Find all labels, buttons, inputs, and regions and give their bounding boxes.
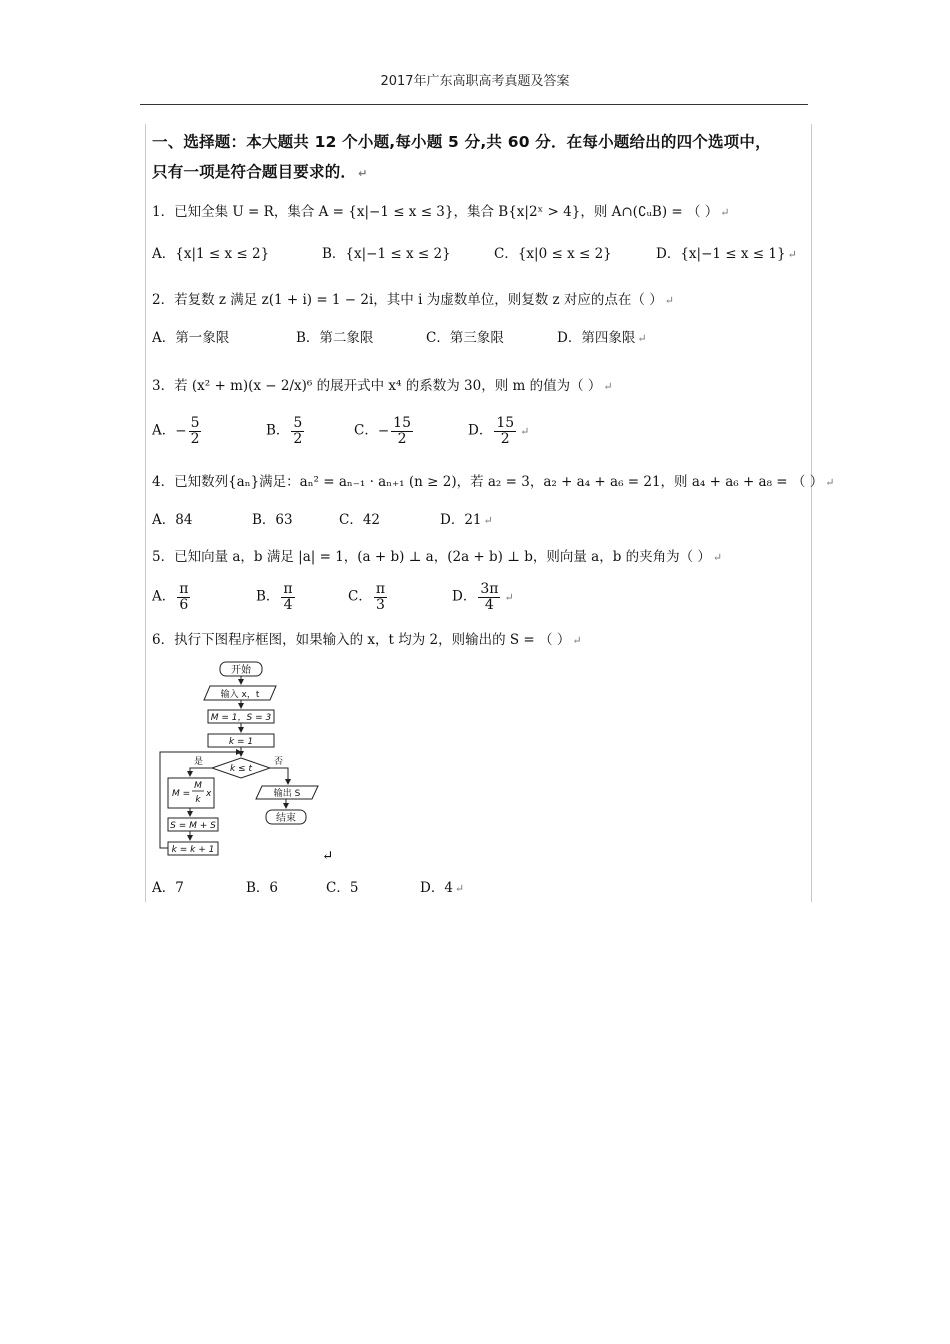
flow-end-label: 结束 xyxy=(276,813,296,824)
flow-input-label: 输入 x，t xyxy=(220,690,260,700)
q5-option-c: C． $\frac{\pi}{3}$ xyxy=(348,581,386,613)
header-rule xyxy=(140,104,808,105)
q3-option-d: D． $\frac{15}{2}$ ↵ xyxy=(468,415,530,447)
q3-option-b: B． $\frac{5}{2}$ xyxy=(266,415,303,447)
flow-start-label: 开始 xyxy=(231,665,251,676)
question-2: 2．若复数 z 满足 z(1 + i) = 1 − 2i，其中 i 为虚数单位，则复数 z 对应的点在（ ） ↵ xyxy=(152,292,674,308)
q5-option-b: B． $\frac{\pi}{4}$ xyxy=(256,581,293,613)
q6-option-c: C．5 xyxy=(326,880,359,896)
q4-option-c: C．42 xyxy=(339,512,381,528)
q4-option-b: B．63 xyxy=(252,512,293,528)
q3-option-c: C．− $\frac{15}{2}$ xyxy=(354,415,411,447)
q2-option-b: B．第二象限 xyxy=(296,330,374,346)
flow-m-den: k xyxy=(195,795,201,805)
q2-option-c: C．第三象限 xyxy=(426,330,504,346)
flow-no-label: 否 xyxy=(274,757,284,767)
q1-option-b: B．{x|−1 ≤ x ≤ 2} xyxy=(322,246,451,262)
section-heading-line2: 只有一项是符合题目要求的． ↵ xyxy=(152,163,368,181)
flow-m-rhs: x xyxy=(206,789,212,799)
q1-option-a: A．{x|1 ≤ x ≤ 2} xyxy=(152,246,270,262)
q2-option-a: A．第一象限 xyxy=(152,330,230,346)
question-6: 6．执行下图程序框图，如果输入的 x，t 均为 2，则输出的 S = （ ） ↵ xyxy=(152,632,582,648)
q4-option-a: A．84 xyxy=(152,512,193,528)
q3-option-a: A．− $\frac{5}{2}$ xyxy=(152,415,200,447)
q2-option-d: D．第四象限 ↵ xyxy=(557,330,647,346)
flow-m-lhs: M = xyxy=(172,789,191,799)
question-1: 1．已知全集 U = R，集合 A = {x|−1 ≤ x ≤ 3}，集合 B{x|2ˣ > 4}，则 A∩(∁ᵤB) = （ ） ↵ xyxy=(152,204,730,220)
flow-m-num: M xyxy=(194,781,202,791)
section-heading-line1: 一、选择题：本大题共 12 个小题,每小题 5 分,共 60 分．在每小题给出的四个选项中， xyxy=(152,133,771,151)
flow-decision-label: k ≤ t xyxy=(229,764,253,774)
flow-yes-label: 是 xyxy=(194,757,204,767)
q4-option-d: D．21 ↵ xyxy=(440,512,493,528)
flow-output-label: 输出 S xyxy=(273,789,301,799)
q5-option-a: A． $\frac{\pi}{6}$ xyxy=(152,581,189,613)
q5-option-d: D． $\frac{3\pi}{4}$ ↵ xyxy=(452,581,514,613)
flow-k-init-label: k = 1 xyxy=(228,737,254,747)
q1-option-d: D．{x|−1 ≤ x ≤ 1} ↵ xyxy=(656,246,797,262)
q6-option-d: D．4 ↵ xyxy=(420,880,465,896)
q6-option-a: A．7 xyxy=(152,880,184,896)
question-4: 4．已知数列{aₙ}满足：aₙ² = aₙ₋₁ · aₙ₊₁ (n ≥ 2)，若 a₂ = 3，a₂ + a₄ + a₆ = 21，则 a₄ + a₆ + a₈ = （ ） ↵ xyxy=(152,474,835,490)
question-5: 5．已知向量 a，b 满足 |a| = 1，(a + b) ⊥ a，(2a + b) ⊥ b，则向量 a，b 的夹角为（ ） ↵ xyxy=(152,549,723,565)
q1-option-c: C．{x|0 ≤ x ≤ 2} xyxy=(494,246,612,262)
program-flowchart xyxy=(158,660,358,870)
question-3: 3．若 (x² + m)(x − 2/x)⁶ 的展开式中 x⁴ 的系数为 30，则 m 的值为（ ） ↵ xyxy=(152,378,613,394)
flow-init-label: M = 1，S = 3 xyxy=(210,713,272,723)
q6-option-b: B．6 xyxy=(246,880,279,896)
flow-s-update-label: S = M + S xyxy=(170,821,216,831)
page-header: 2017年广东高职高考真题及答案 xyxy=(380,74,570,89)
flow-k-update-label: k = k + 1 xyxy=(171,845,215,855)
flowchart-return-mark: ↵ xyxy=(322,848,334,864)
